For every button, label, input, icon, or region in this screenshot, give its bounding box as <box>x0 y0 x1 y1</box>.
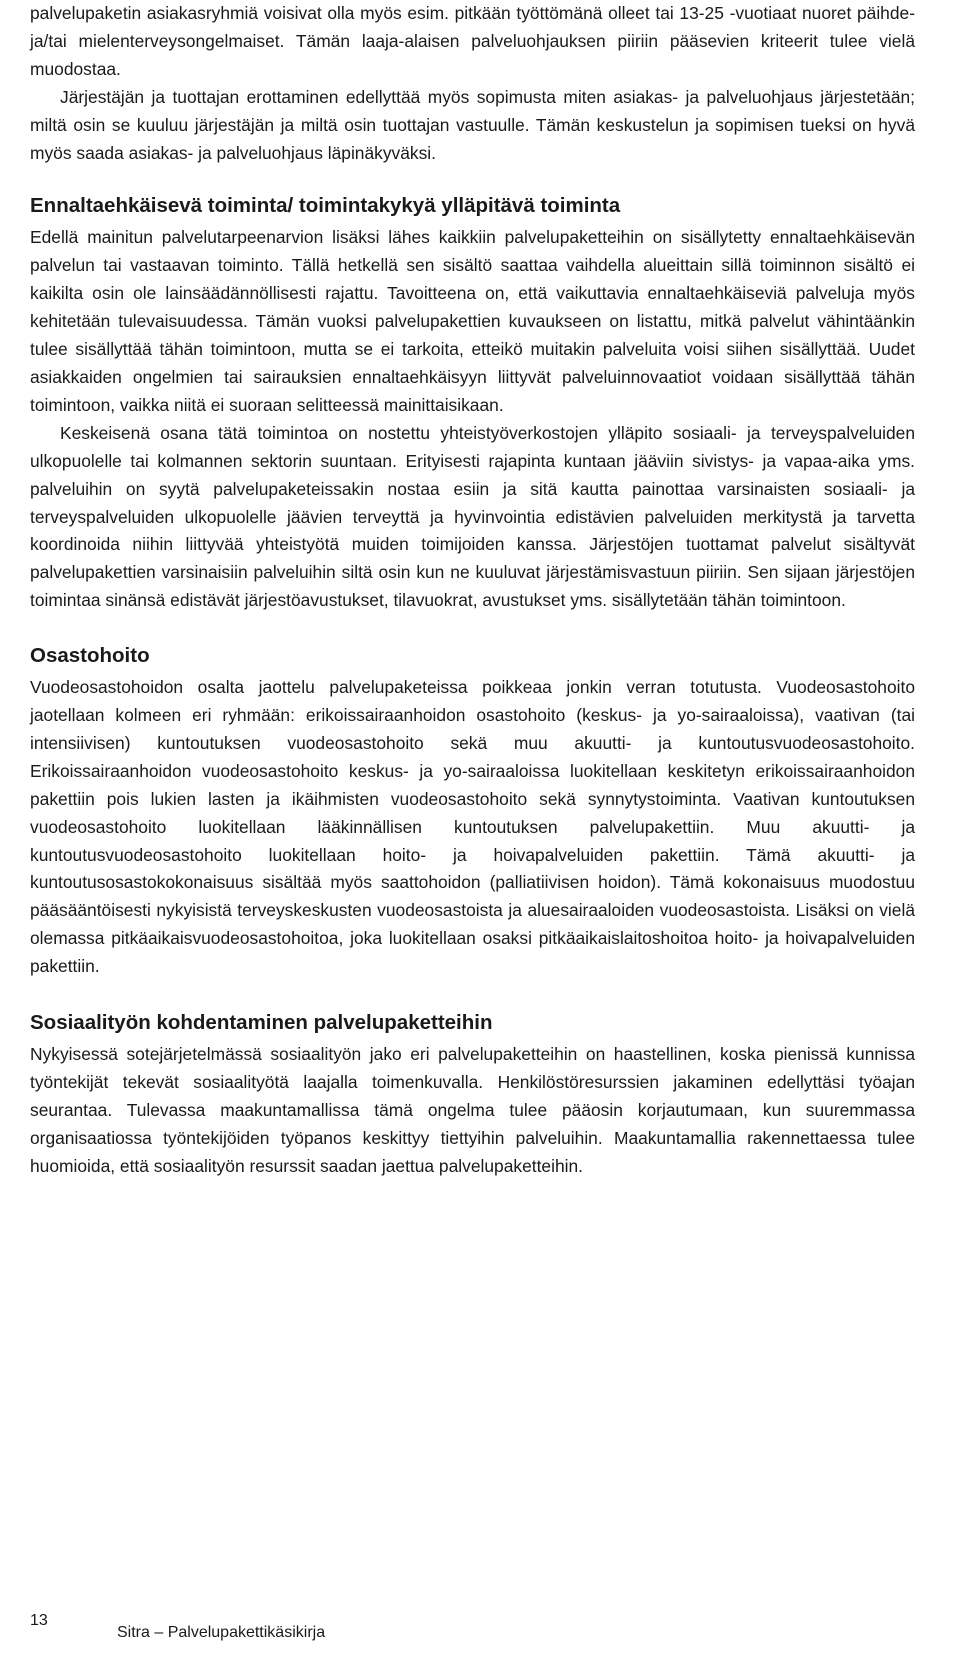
intro-paragraph: palvelupaketin asiakasryhmiä voisivat olla myös esim. pitkään työttömänä olleet tai 13-25 -vuotiaat nuoret päihde- ja/tai mielenterveysongelmaiset. Tämän laaja-alaisen palveluohjauksen piiriin pääsevien kriteerit tulee vielä muodostaa. <box>30 3 915 79</box>
page-footer <box>0 1612 960 1652</box>
section-heading: Sosiaalityön kohdentaminen palvelupaketteihin <box>30 1011 493 1035</box>
body-paragraph: Keskeisenä osana tätä toimintoa on nostettu yhteistyöverkostojen ylläpito sosiaali- ja terveyspalveluiden ulkopuolelle tai kolmannen sektorin suuntaan. Erityisesti rajapinta kuntaan jääviin sivistys- ja vapaa-aika yms. palveluihin on syytä palvelupaketeissakin nostaa esiin ja sitä kautta painottaa varsinaisten sosiaali- ja terveyspalveluiden ulkopuolelle jäävien terveyttä ja hyvinvointia edistävien palveluiden merkitystä ja tarvetta koordinoida niihin liittyvää yhteistyötä muiden toimijoiden kanssa. Järjestöjen tuottamat palvelut sisältyvät palvelupakettien varsinaisiin palveluihin siltä osin kun ne kuuluvat järjestämisvastuun piiriin. Sen sijaan järjestöjen toimintaa sinänsä edistävät järjestöavustukset, tilavuokrat, avustukset yms. sisällytetään tähän toimintoon. <box>30 422 915 611</box>
body-paragraph: Vuodeosastohoidon osalta jaottelu palvelupaketeissa poikkeaa jonkin verran totutusta. Vuodeosastohoito jaotellaan kolmeen eri ryhmään: erikoissairaanhoidon osastohoito (keskus- ja yo-sairaaloissa), vaativan (tai intensiivisen) kuntoutuksen vuodeosastohoito sekä muu akuutti- ja kuntoutusvuodeosastohoito. Erikoissairaanhoidon vuodeosastohoito keskus- ja yo-sairaaloissa luokitellaan keskitetyn erikoissairaanhoidon pakettiin pois lukien lasten ja ikäihmisten vuodeosastohoito sekä synnytystoiminta. Vaativan kuntoutuksen vuodeosastohoito luokitellaan lääkinnällisen kuntoutuksen palvelupakettiin. Muu akuutti- ja kuntoutusvuodeosastohoito luokitellaan hoito- ja hoivapalveluiden pakettiin. Tämä akuutti- ja kuntoutusosastokokonaisuus sisältää myös saattohoidon (palliatiivisen hoidon). Tämä kokonaisuus muodostuu pääsääntöisesti nykyisistä terveyskeskusten vuodeosastoista ja aluesairaaloiden vuodeosastoista. Lisäksi on vielä olemassa pitkäaikaisvuodeosastohoitoa, joka luokitellaan osaksi pitkäaikaislaitoshoitoa hoito- ja hoivapalveluiden pakettiin. <box>30 677 915 977</box>
page-number: 13 <box>30 1612 48 1629</box>
section-heading: Osastohoito <box>30 644 150 668</box>
body-paragraph: Edellä mainitun palvelutarpeenarvion lisäksi lähes kaikkiin palvelupaketteihin on sisällytetty ennaltaehkäisevän palvelun tai vastaavan toiminto. Tällä hetkellä sen sisältö saattaa vaihdella alueittain sillä toiminnon sisältö ei kaikilta osin ole lainsäädännöllisesti rajattu. Tavoitteena on, että vaikuttavia ennaltaehkäiseviä palveluja myös kehitetään tulevaisuudessa. Tämän vuoksi palvelupakettien kuvaukseen on listattu, mitkä palvelut vähintäänkin tulee sisällyttää tähän toimintoon, mutta se ei tarkoita, etteikö muitakin palveluita voisi siihen sisällyttää. Uudet asiakkaiden ongelmien tai sairauksien ennaltaehkäisyyn liittyvät palveluinnovaatiot voidaan sisällyttää tähän toimintoon, vaikka niitä ei suoraan selitteessä mainittaisikaan. <box>30 227 915 415</box>
book-title: Sitra – Palvelupakettikäsikirja <box>117 1624 326 1641</box>
body-paragraph: Nykyisessä sotejärjetelmässä sosiaalityön jako eri palvelupaketteihin on haastellinen, koska pienissä kunnissa työntekijät tekevät sosiaalityötä laajalla toimenkuvalla. Henkilöstöresurssien jakaminen edellyttäsi työajan seurantaa. Tulevassa maakuntamallissa tämä ongelma tulee pääosin korjautumaan, kun suuremmassa organisaatiossa työntekijöiden työpanos keskittyy tiettyihin palveluihin. Maakuntamallia rakennettaessa tulee huomioida, että sosiaalityön resurssit saadan jaettua palvelupaketteihin. <box>30 1044 915 1176</box>
section-heading: Ennaltaehkäisevä toiminta/ toimintakykyä ylläpitävä toiminta <box>30 194 621 218</box>
intro-paragraph: Järjestäjän ja tuottajan erottaminen edellyttää myös sopimusta miten asiakas- ja palveluohjaus järjestetään; miltä osin se kuuluu järjestäjän ja miltä osin tuottajan vastuulle. Tämän keskustelun ja sopimisen tueksi on hyvä myös saada asiakas- ja palveluohjaus läpinäkyväksi. <box>30 86 915 163</box>
page-content <box>30 0 915 1181</box>
